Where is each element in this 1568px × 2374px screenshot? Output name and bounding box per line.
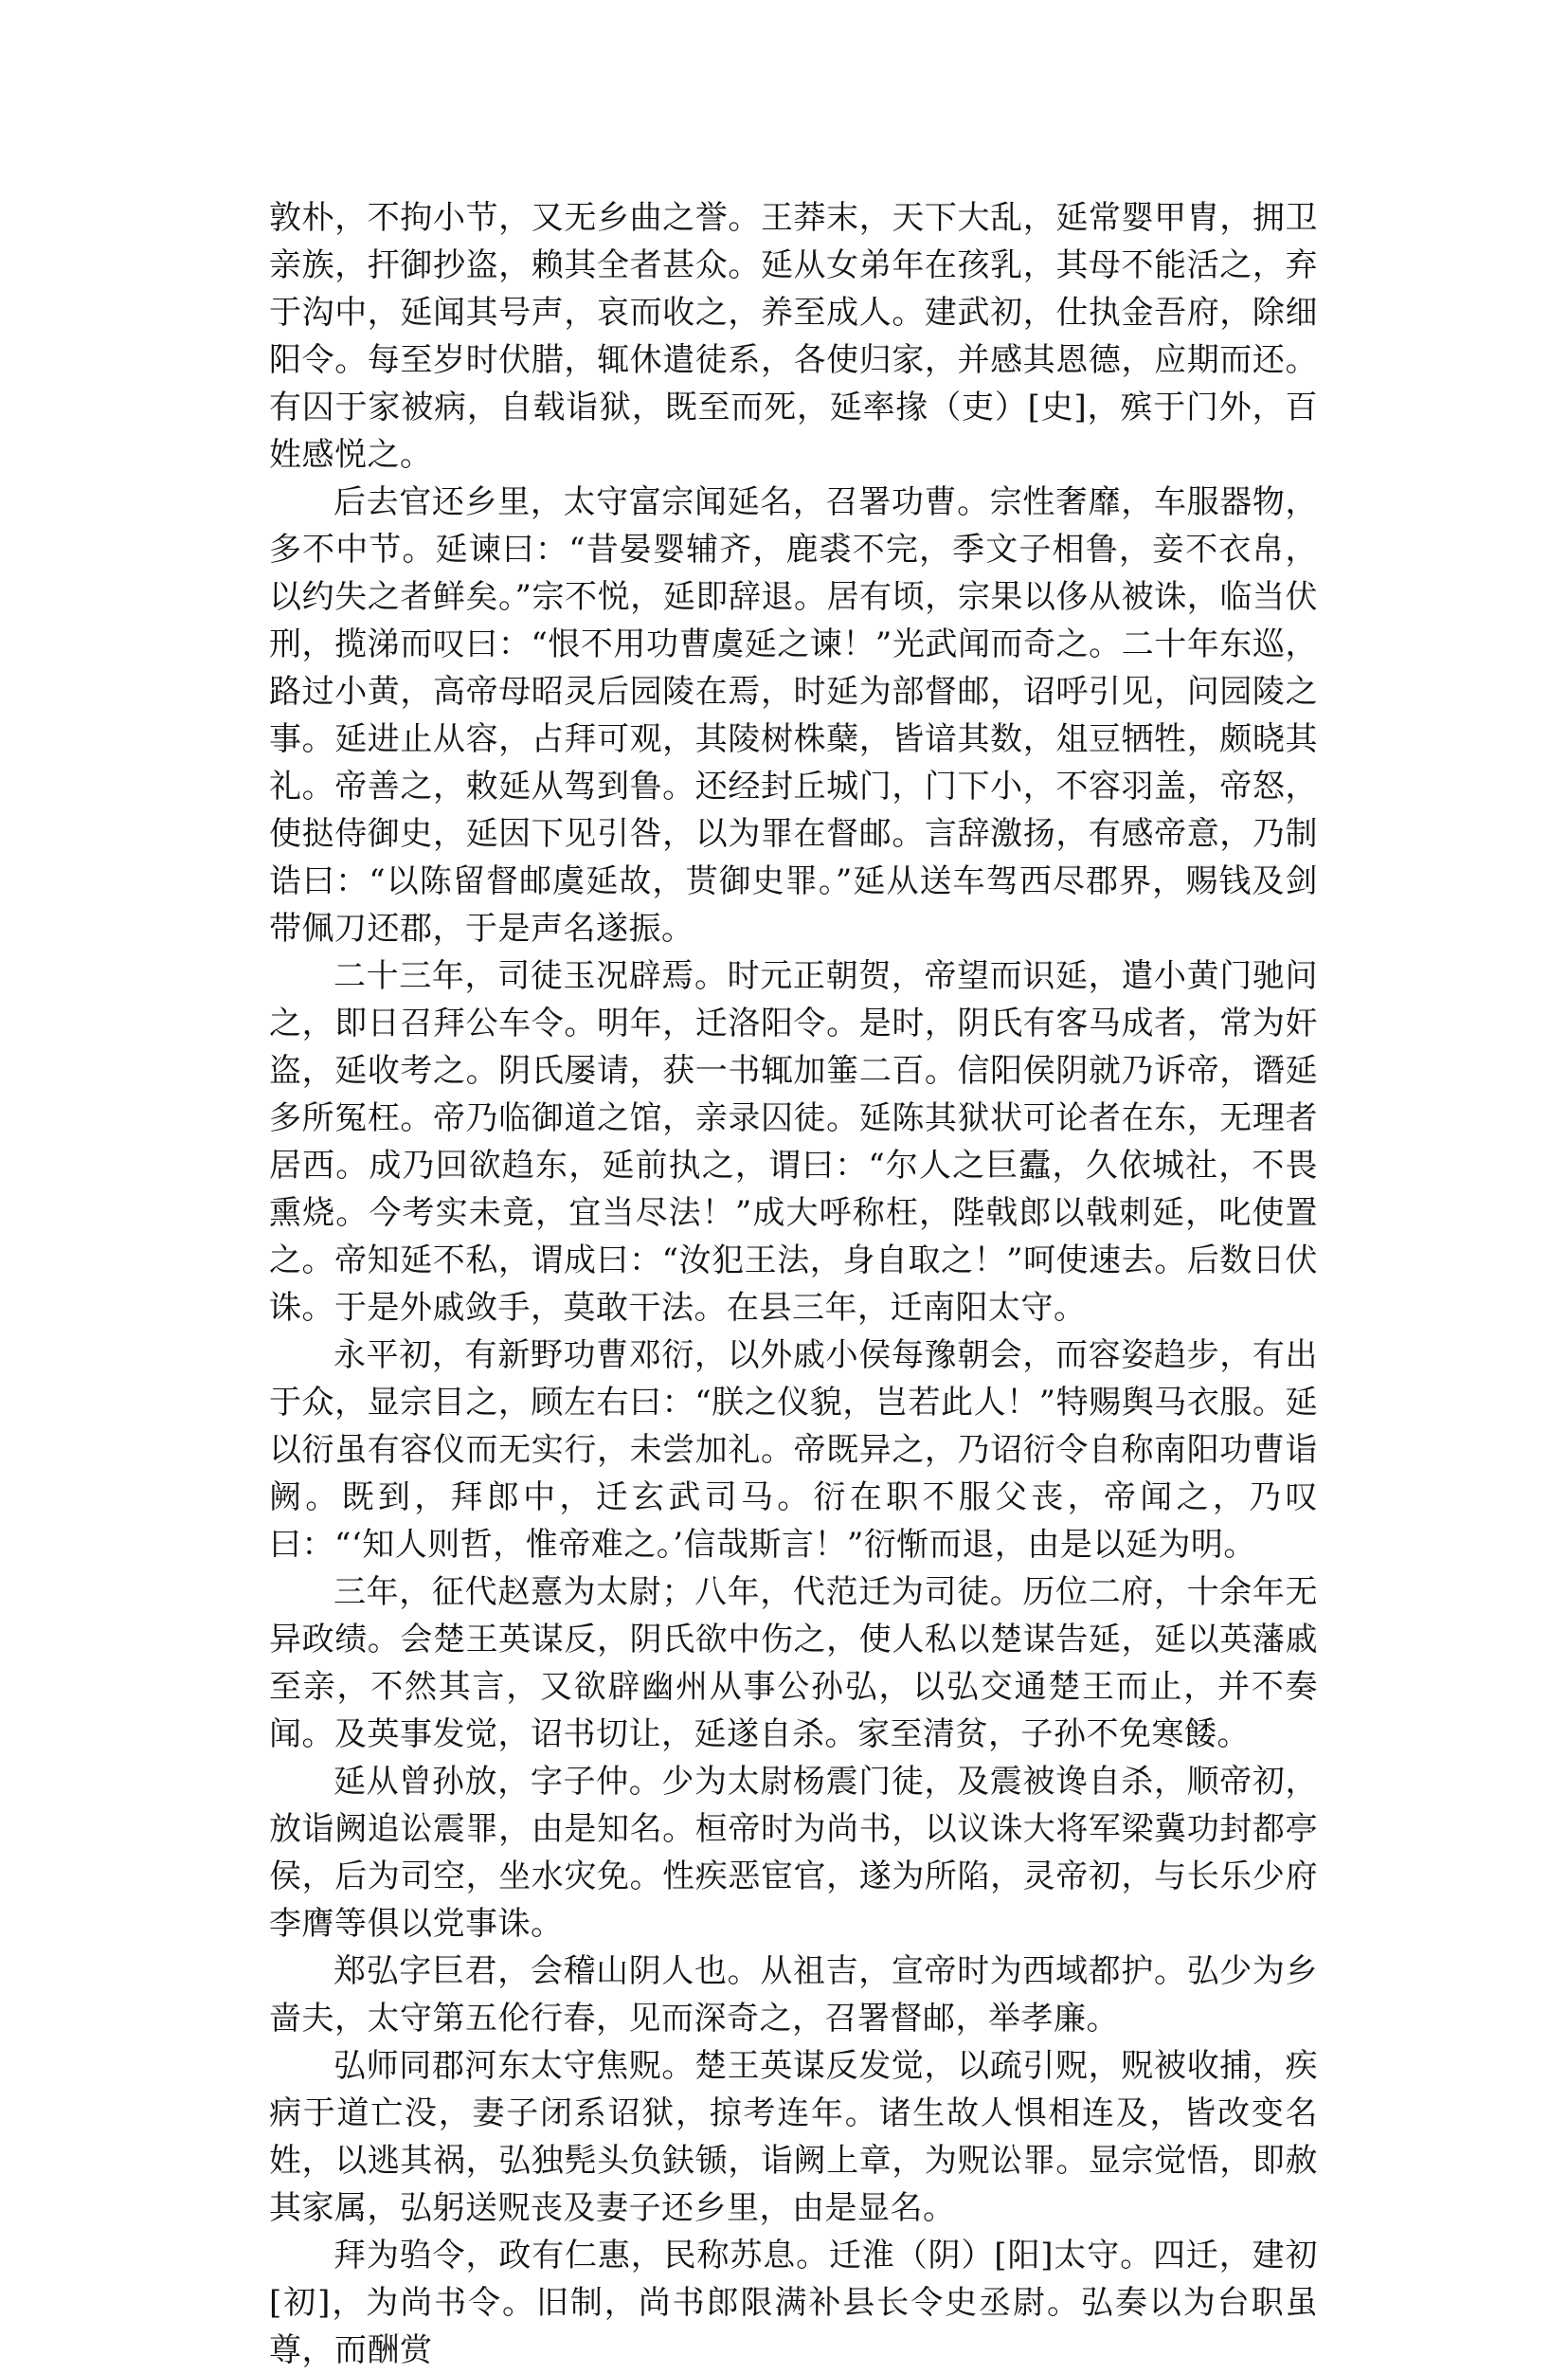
paragraph: 二十三年，司徒玉况辟焉。时元正朝贺，帝望而识延，遣小黄门驰问之，即日召拜公车令。明年，迁洛阳令。是时，阴氏有客马成者，常为奸盗，延收考之。阴氏屡请，获一书辄加箠二百。信阳侯阴就乃诉帝，谮延多所冤枉。帝乃临御道之馆，亲录囚徒。延陈其狱状可论者在东，无理者居西。成乃回欲趋东，延前执之，谓曰：“尔人之巨蠹，久依城社，不畏熏烧。今考实未竟，宜当尽法！”成大呼称枉，陛戟郎以戟刺延，叱使置之。帝知延不私，谓成曰：“汝犯王法，身自取之！”呵使速去。后数日伏诛。于是外戚敛手，莫敢干法。在县三年，迁南阳太守。 <box>269 957 1318 1327</box>
paragraph: 弘师同郡河东太守焦贶。楚王英谋反发觉，以疏引贶，贶被收捕，疾病于道亡没，妻子闭系诏狱，掠考连年。诸生故人惧相连及，皆改变名姓，以逃其祸，弘独髡头负鈇锧，诣阙上章，为贶讼罪。显宗觉悟，即赦其家属，弘躬送贶丧及妻子还乡里，由是显名。 <box>269 2047 1318 2227</box>
paragraph: 后去官还乡里，太守富宗闻延名，召署功曹。宗性奢靡，车服器物，多不中节。延谏曰：“昔晏婴辅齐，鹿裘不完，季文子相鲁，妾不衣帛，以约失之者鲜矣。”宗不悦，延即辞退。居有顷，宗果以侈从被诛，临当伏刑，揽涕而叹曰：“恨不用功曹虞延之谏！”光武闻而奇之。二十年东巡，路过小黄，高帝母昭灵后园陵在焉，时延为部督邮，诏呼引见，问园陵之事。延进止从容，占拜可观，其陵树株蘖，皆谙其数，俎豆牺牲，颇晓其礼。帝善之，敕延从驾到鲁。还经封丘城门，门下小，不容羽盖，帝怒，使挞侍御史，延因下见引咎，以为罪在督邮。言辞激扬，有感帝意，乃制诰曰：“以陈留督邮虞延故，贳御史罪。”延从送车驾西尽郡界，赐钱及剑带佩刀还郡，于是声名遂振。 <box>269 483 1318 948</box>
body-text <box>269 194 1318 2374</box>
paragraph: 永平初，有新野功曹邓衍，以外戚小侯每豫朝会，而容姿趋步，有出于众，显宗目之，顾左右曰：“朕之仪貌，岂若此人！”特赐舆马衣服。延以衍虽有容仪而无实行，未尝加礼。帝既异之，乃诏衍令自称南阳功曹诣阙。既到，拜郎中，迁玄武司马。衍在职不服父丧，帝闻之，乃叹曰：“‘知人则哲，惟帝难之。’信哉斯言！”衍惭而退，由是以延为明。 <box>269 1336 1318 1564</box>
paragraph: 郑弘字巨君，会稽山阴人也。从祖吉，宣帝时为西域都护。弘少为乡啬夫，太守第五伦行春，见而深奇之，召署督邮，举孝廉。 <box>269 1952 1318 2038</box>
paragraph: 三年，征代赵憙为太尉；八年，代范迁为司徒。历位二府，十余年无异政绩。会楚王英谋反，阴氏欲中伤之，使人私以楚谋告延，延以英藩戚至亲，不然其言，又欲辟幽州从事公孙弘，以弘交通楚王而止，并不奏闻。及英事发觉，诏书切让，延遂自杀。家至清贫，子孙不免寒餧。 <box>269 1573 1318 1753</box>
paragraph: 敦朴，不拘小节，又无乡曲之誉。王莽末，天下大乱，延常婴甲胄，拥卫亲族，扞御抄盗，赖其全者甚众。延从女弟年在孩乳，其母不能活之，弃于沟中，延闻其号声，哀而收之，养至成人。建武初，仕执金吾府，除细阳令。每至岁时伏腊，辄休遣徒系，各使归家，并感其恩德，应期而还。有囚于家被病，自载诣狱，既至而死，延率掾（吏）[史]，殡于门外，百姓感悦之。 <box>269 199 1318 474</box>
paragraph: 拜为驺令，政有仁惠，民称苏息。迁淮（阴）[阳]太守。四迁，建初[初]，为尚书令。旧制，尚书郎限满补县长令史丞尉。弘奏以为台职虽尊，而酬赏 <box>269 2237 1318 2369</box>
paragraph: 延从曾孙放，字子仲。少为太尉杨震门徒，及震被谗自杀，顺帝初，放诣阙追讼震罪，由是知名。桓帝时为尚书，以议诛大将军梁冀功封都亭侯，后为司空，坐水灾免。性疾恶宦官，遂为所陷，灵帝初，与长乐少府李膺等俱以党事诛。 <box>269 1763 1318 1943</box>
